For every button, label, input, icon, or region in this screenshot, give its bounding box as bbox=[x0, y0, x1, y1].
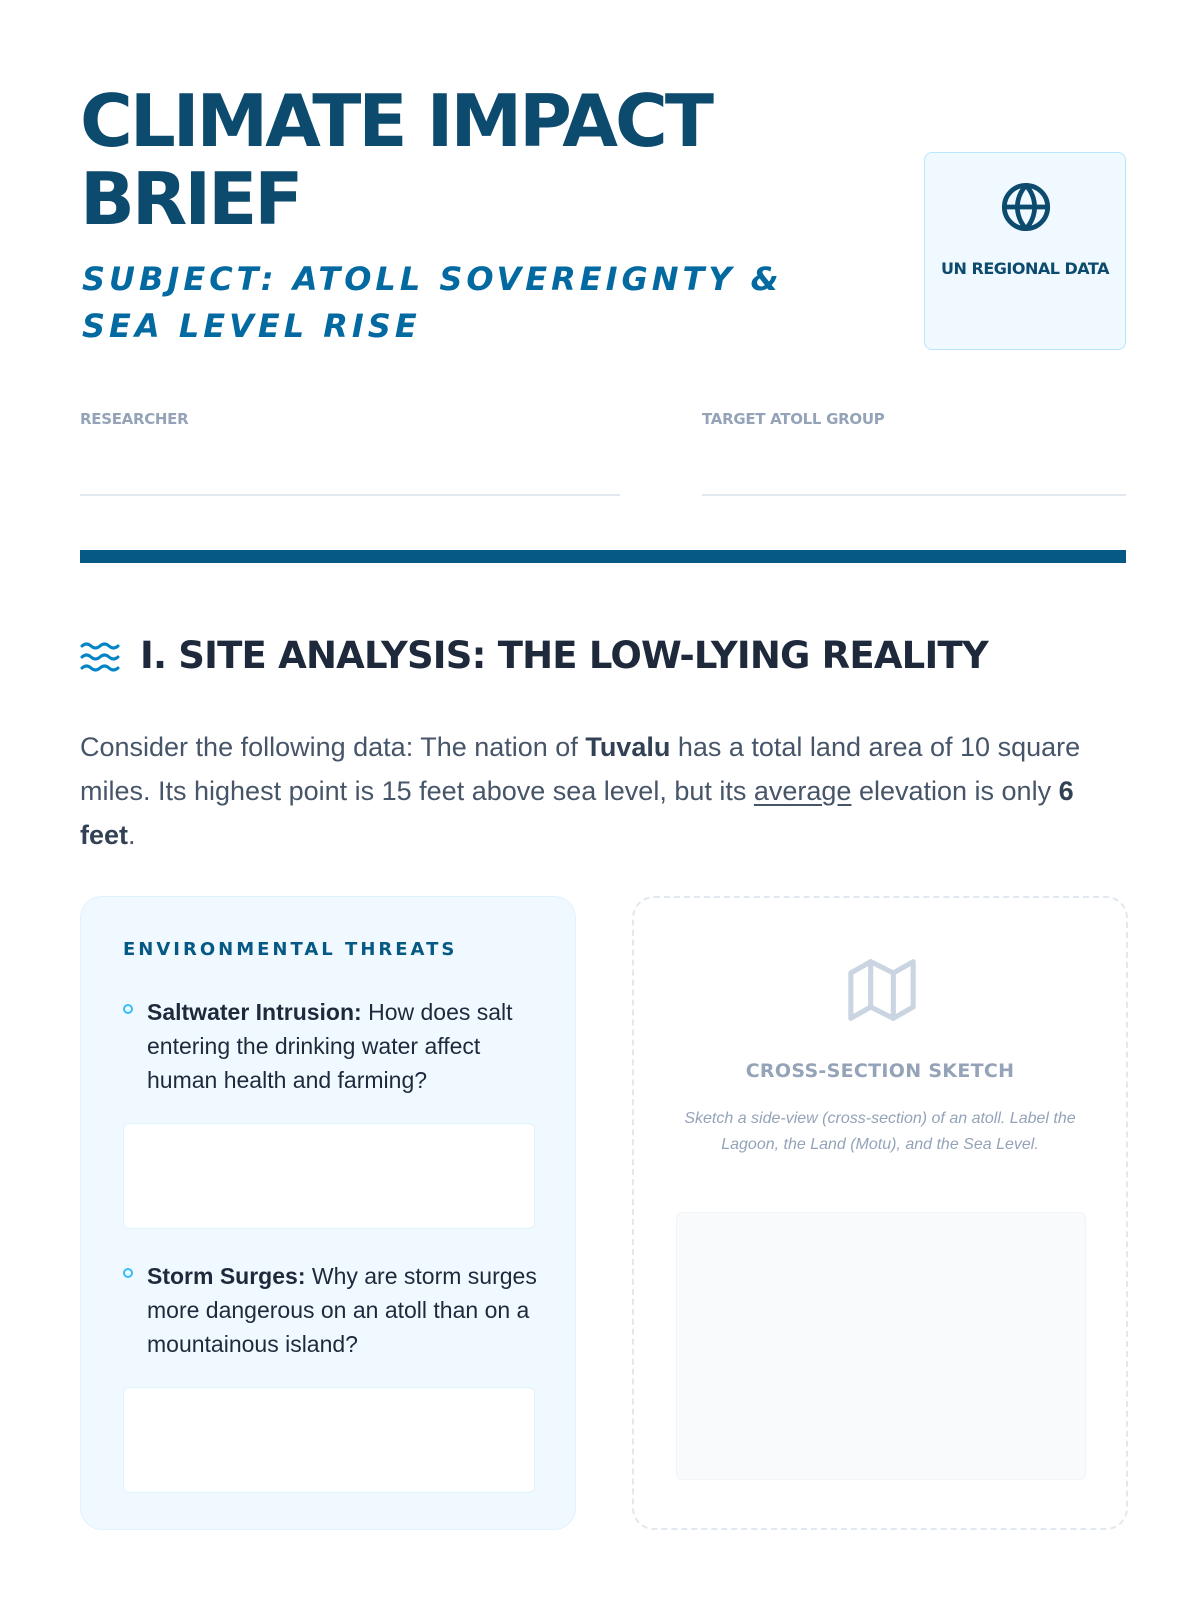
intro-paragraph: Consider the following data: The nation of Tuvalu has a total land area of 10 square miles. Its highest point is 15 feet above sea level, but its average elevation is only 6 feet. bbox=[80, 732, 1081, 850]
threat-question-storm-surges: Storm Surges: Why are storm surges more dangerous on an atoll than on a mountainous island? bbox=[123, 1259, 543, 1361]
saltwater-answer-box[interactable] bbox=[123, 1123, 535, 1229]
researcher-label: RESEARCHER bbox=[80, 410, 189, 428]
average-elevation: 6 feet bbox=[80, 776, 1074, 850]
average-emphasis: average bbox=[753, 776, 852, 806]
section-title: I. SITE ANALYSIS: THE LOW-LYING REALITY bbox=[140, 634, 988, 677]
sketch-title: CROSS-SECTION SKETCH bbox=[745, 1060, 1015, 1082]
globe-icon bbox=[1000, 181, 1052, 233]
bullet-icon bbox=[123, 1268, 133, 1278]
section-divider bbox=[80, 550, 1126, 563]
un-data-badge bbox=[924, 152, 1126, 350]
target-atoll-label: TARGET ATOLL GROUP bbox=[702, 410, 885, 428]
storm-surges-answer-box[interactable] bbox=[123, 1387, 535, 1493]
threat-question-saltwater: Saltwater Intrusion: How does salt entering the drinking water affect human health and farming? bbox=[123, 995, 543, 1097]
page-title: CLIMATE IMPACT BRIEF bbox=[80, 79, 711, 241]
target-atoll-field[interactable] bbox=[702, 494, 1126, 496]
waves-icon bbox=[80, 640, 120, 674]
nation-name: Tuvalu bbox=[585, 732, 671, 762]
sketch-drawing-area[interactable] bbox=[676, 1212, 1086, 1480]
sketch-instructions: Sketch a side-view (cross-section) of an atoll. Label the Lagoon, the Land (Motu), and the Sea Level. bbox=[684, 1110, 1076, 1153]
researcher-field[interactable] bbox=[80, 494, 620, 496]
badge-label: UN REGIONAL DATA bbox=[941, 259, 1109, 278]
page-subtitle: SUBJECT: ATOLL SOVEREIGNTY & SEA LEVEL RISE bbox=[82, 260, 783, 345]
threats-heading: ENVIRONMENTAL THREATS bbox=[123, 939, 458, 960]
cross-section-sketch-card bbox=[632, 896, 1128, 1530]
environmental-threats-card bbox=[80, 896, 576, 1530]
map-icon bbox=[848, 956, 916, 1024]
bullet-icon bbox=[123, 1004, 133, 1014]
